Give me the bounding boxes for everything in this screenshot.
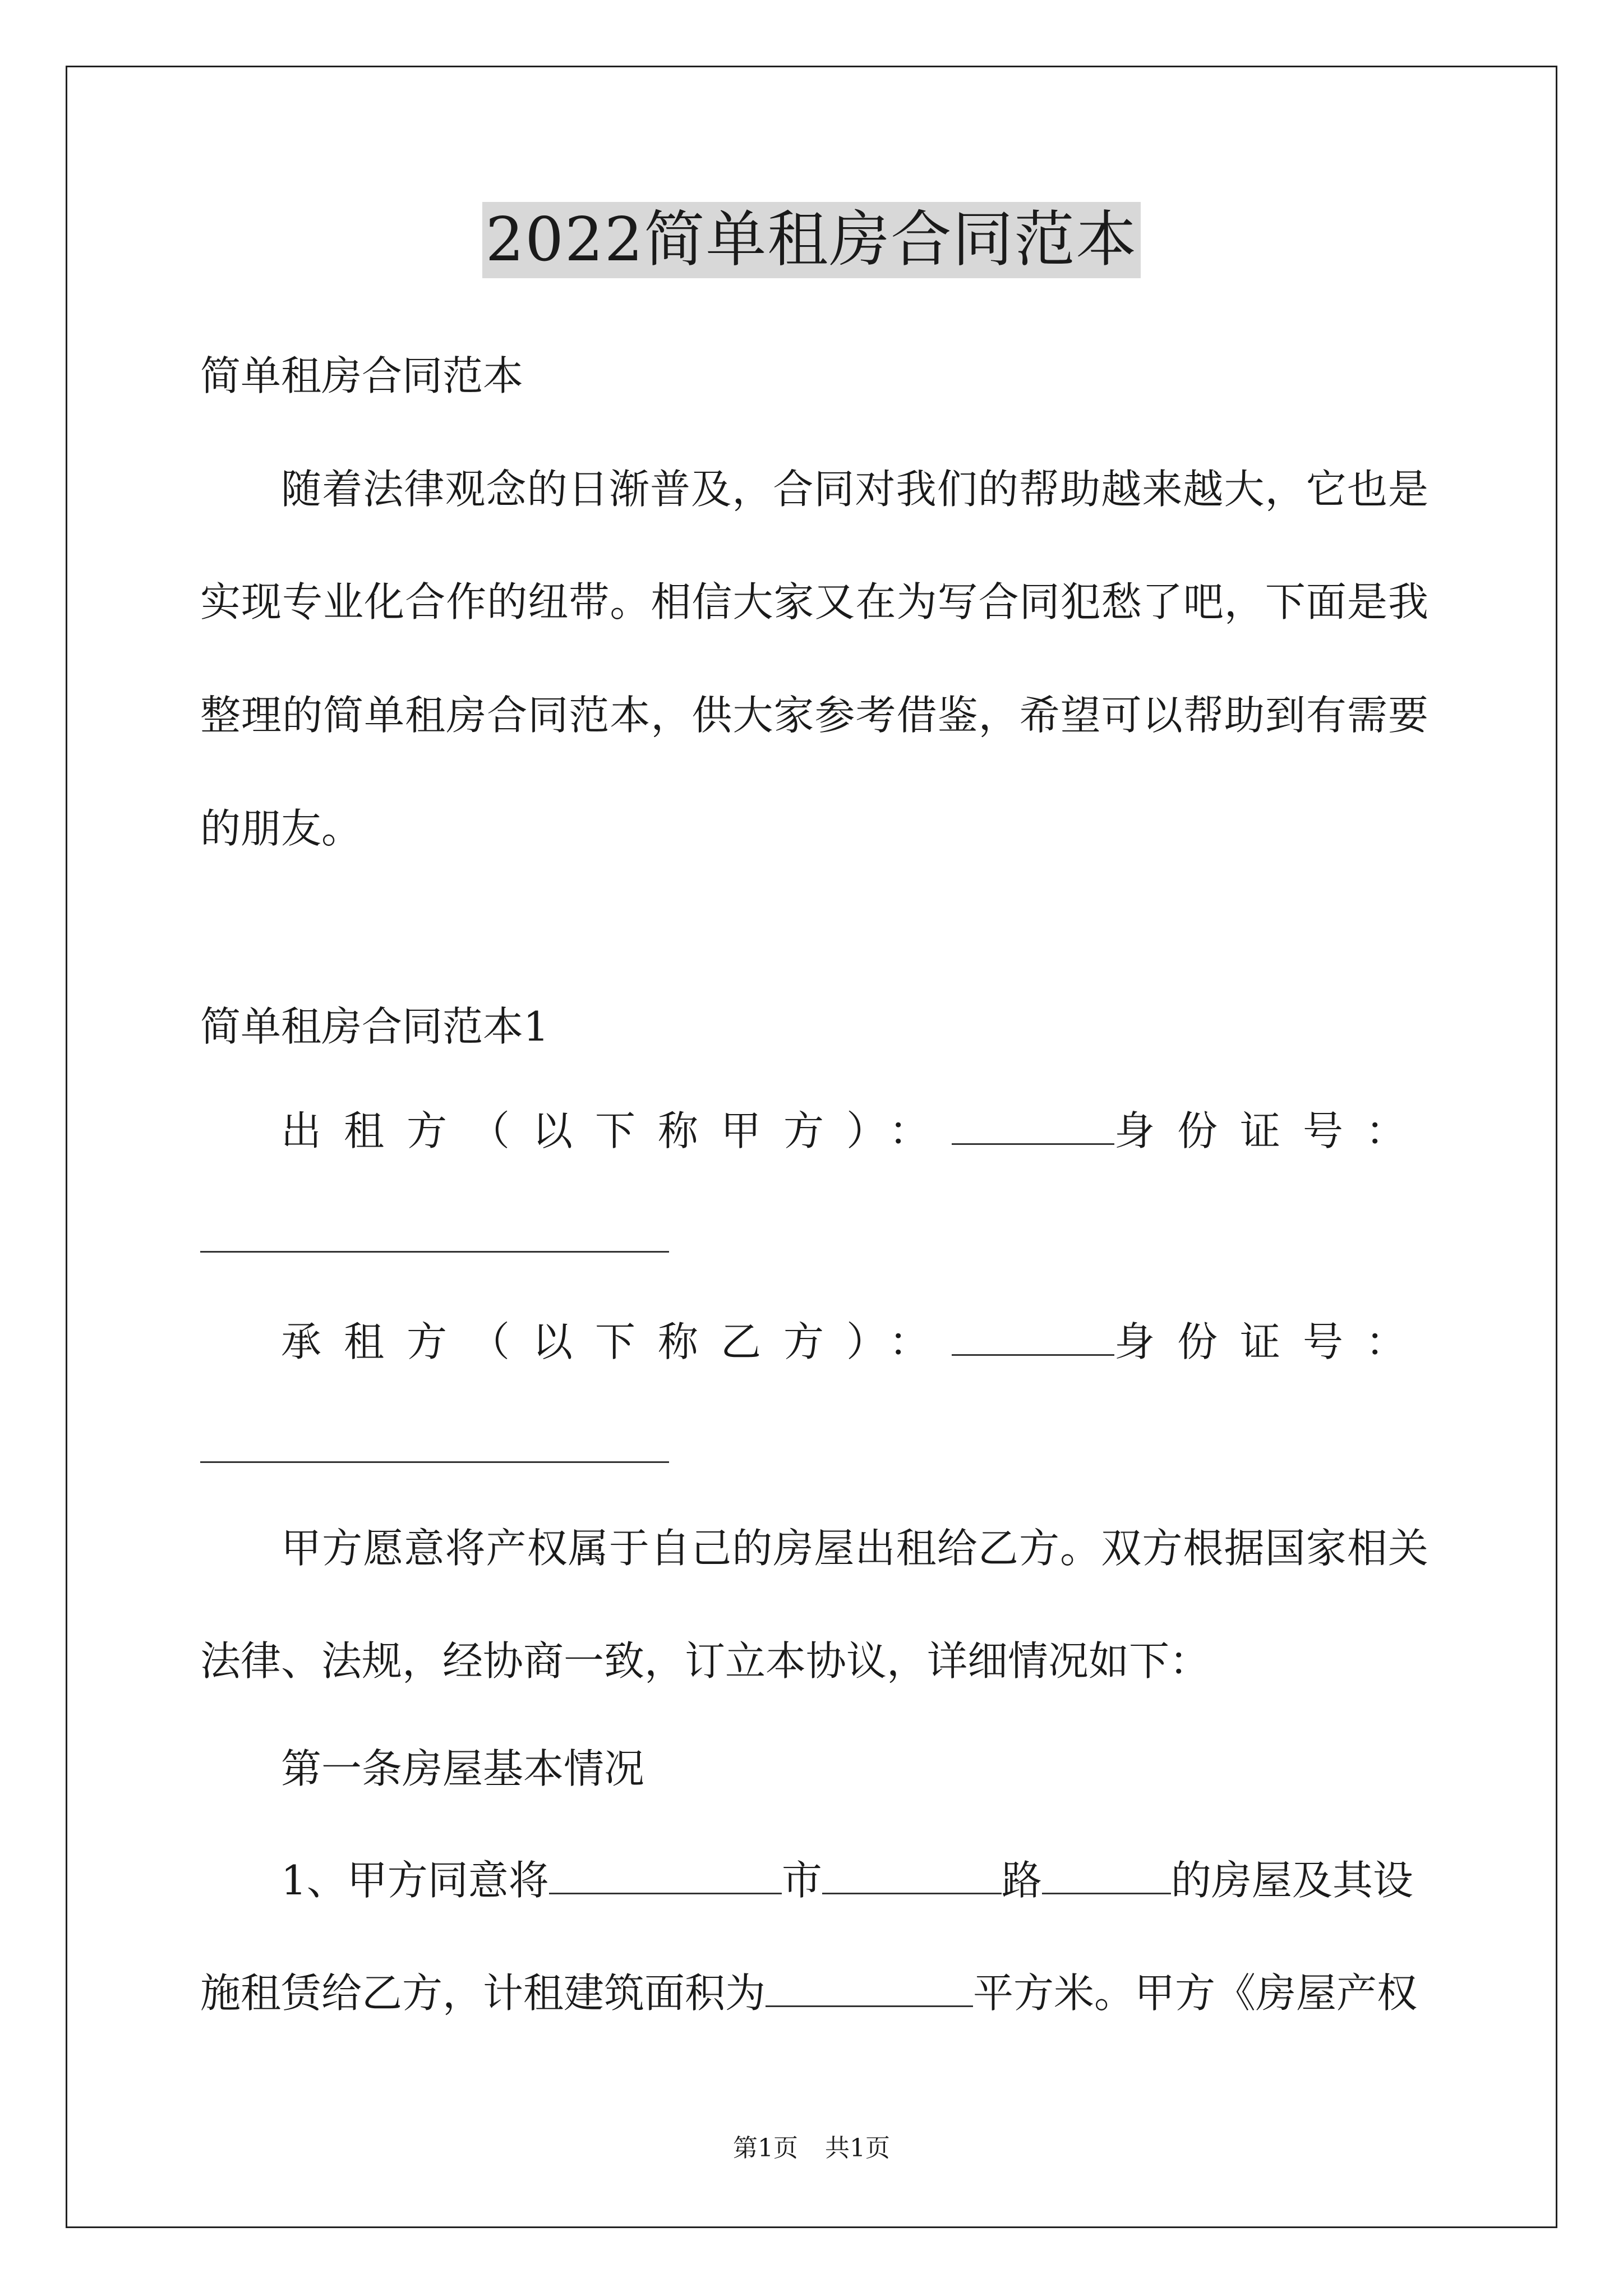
clause-1-line-1 xyxy=(281,1852,1428,1908)
lessor-name-blank xyxy=(952,1103,1114,1145)
agreement-line-1: 甲方愿意将产权属于自己的房屋出租给乙方。双方根据国家相关 xyxy=(281,1525,1428,1572)
lessee-id-blank xyxy=(200,1461,669,1463)
lessee-row xyxy=(281,1314,1428,1370)
clause-1-line-2 xyxy=(200,1965,1428,2021)
city-blank xyxy=(549,1852,782,1894)
intro-line-4: 的朋友。 xyxy=(200,805,362,852)
lessor-id-blank xyxy=(200,1251,669,1253)
lessee-id-label: 身份证号： xyxy=(1114,1318,1428,1365)
subtitle: 简单租房合同范本 xyxy=(200,352,524,399)
section-title: 简单租房合同范本1 xyxy=(200,1003,549,1050)
clause-1-line2-part-2: 平方米。甲方《房屋产权 xyxy=(973,1970,1418,2017)
lessor-label: 出租方（以下称甲方）： xyxy=(281,1107,952,1154)
article-1-title: 第一条房屋基本情况 xyxy=(281,1745,645,1792)
page-total: 共1页 xyxy=(825,2134,890,2162)
lessee-label: 承租方（以下称乙方）： xyxy=(281,1318,952,1365)
clause-1-part-4: 的房屋及其设 xyxy=(1170,1857,1413,1904)
intro-line-2: 实现专业化合作的纽带。相信大家又在为写合同犯愁了吧，下面是我 xyxy=(200,578,1428,625)
clause-1-part-3: 路 xyxy=(1001,1857,1042,1904)
page-current: 第1页 xyxy=(733,2134,798,2162)
clause-1-part-2: 市 xyxy=(781,1857,822,1904)
number-blank xyxy=(1042,1852,1171,1894)
title-container xyxy=(0,202,1623,278)
document-title: 2022简单租房合同范本 xyxy=(482,202,1141,278)
clause-1-part-1: 1、甲方同意将 xyxy=(281,1857,549,1904)
intro-line-1: 随着法律观念的日渐普及，合同对我们的帮助越来越大，它也是 xyxy=(281,466,1428,513)
agreement-line-2: 法律、法规，经协商一致，订立本协议，详细情况如下： xyxy=(200,1637,1210,1685)
clause-1-line2-part-1: 施租赁给乙方，计租建筑面积为 xyxy=(200,1970,766,2017)
lessor-id-label: 身份证号： xyxy=(1114,1107,1428,1154)
area-blank xyxy=(766,1965,973,2007)
lessor-row xyxy=(281,1103,1428,1159)
page-footer xyxy=(0,2132,1623,2165)
road-blank xyxy=(822,1852,1002,1894)
lessee-name-blank xyxy=(952,1314,1114,1356)
intro-line-3: 整理的简单租房合同范本，供大家参考借鉴，希望可以帮助到有需要 xyxy=(200,692,1428,739)
